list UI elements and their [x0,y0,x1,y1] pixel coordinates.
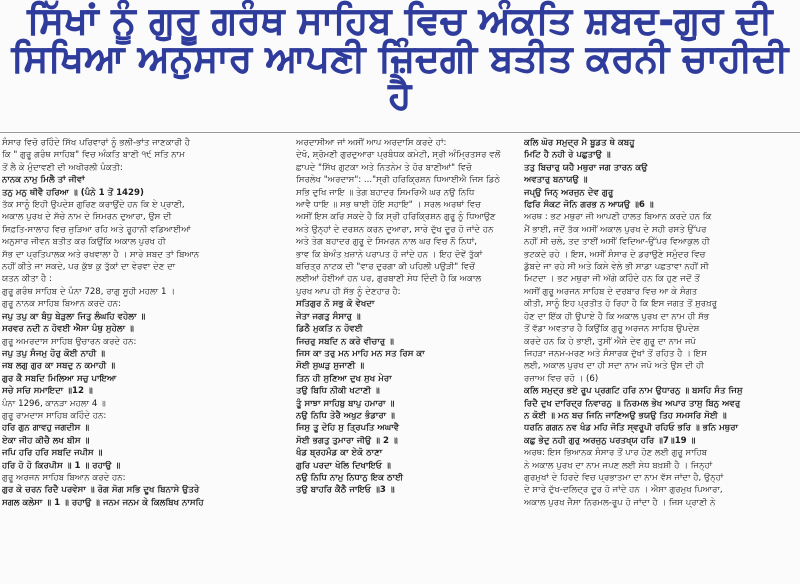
article-text-line: ਗੁਰੂ ਗਰੰਥ ਸਾਹਿਬ ਦੇ ਪੰਨਾ 728, ਰਾਗੁ ਸੂਹੀ ਮਹਲਾ 1 । [2,286,175,297]
article-text-line: ਨਹੀਂ ਕੀਤੇ ਜਾ ਸਕਦੇ, ਪਰ ਕੁੱਝ ਕੁ ਤੁੱਕਾਂ ਦਾ ਵੇਰਵਾ ਦੇਣ ਦਾ [2,262,176,273]
article-text-line: ਤੋਂ ਲੈ ਕੇ ਮੁੰਦਾਵਣੀ ਦੀ ਅਖੀਰਲੀ ਪੰਕਤੀ: [2,162,123,173]
article-text-line: ਕਰਦੇ ਹਨ ਕਿ ਹੇ ਭਾਈ, ਤੁਸੀਂ ਐਸੇ ਦੇਵ ਗੁਰੂ ਦਾ ਨਾਮ ਜਪੋ [524,336,696,347]
gurbani-verse-line: ਸਗਲ ਕਲੇਸਾ ॥ 1 ॥ ਰਹਾਉ ॥ ਜਨਮ ਜਨਮ ਕੇ ਕਿਲਬਿਖ ਨਾਸਹਿ [2,497,204,508]
article-text-line: ਨਹੀਂ ਸੀ ਚਲੇ, ਤਦ ਤਾਈਂ ਅਸੀਂ ਵਿਦਿਆ-ਉੱਪਰ ਵਿਆਕੁਲ ਹੀ [524,237,710,248]
gurbani-verse-line: ਜਪਿ ਹਰਿ ਹਰਿ ਸਬਦਿ ਜਪੀਸ ॥ [2,448,103,459]
gurbani-verse-line: ਰਿਦੈ ਦੁਖ ਦਾਰਿਦ੍ਰ ਨਿਵਾਰਨੁ ॥ ਨਿਰਮਲ ਭੇਖ ਅਪਾਰ ਤਾਸੁ ਬਿਨੁ ਅਵਰੁ [524,398,741,409]
gurbani-verse-line: ਸੋਈ ਭਗਤੁ ਤੁਮਾਰਾ ਜੀਉ ॥ 2 ॥ [296,435,398,446]
gurbani-verse-line: ਅਵਤਾਰੁ ਬਨਾਯਉ ॥ [524,175,588,186]
article-text-line: ਤੋਂ ਵੱਡਾ ਅਵਤਾਰ ਹੈ ਕਿਉਂਕਿ ਗੁਰੂ ਅਰਜਨ ਸਾਹਿਬ ਉਪਦੇਸ਼ [524,324,700,335]
article-text-line: ਅਤੇ ਉਨ੍ਹਾਂ ਦੇ ਦਰਸ਼ਨ ਕਰਨ ਦੁਆਰਾ, ਸਾਰੇ ਦੁੱਖ ਦੂਰ ਹੋ ਜਾਂਦੇ ਹਨ [296,224,494,235]
gurbani-verse-line: ਫਿਰਿ ਸੰਕਟ ਜੋਨਿ ਗਰਭ ਨ ਆਯਉ ॥6 ॥ [524,200,654,211]
gurbani-verse-line: ਧਰਨਿ ਗਗਨ ਨਵ ਖੰਡ ਮਹਿ ਜੋਤਿ ਸ੍ਵਰੂਪੀ ਰਹਿਓ ਭਰਿ ॥ ਭਨਿ ਮਥੁਰਾ [524,423,739,434]
gurbani-verse-line: ਕਛੁ ਭੇਦੁ ਨਹੀ ਗੁਰੁ ਅਰਜੁਨੁ ਪਰਤਖ੍ਯ ਹਰਿ ॥7॥19 ॥ [524,435,696,446]
gurbani-verse-line: ਨ ਕੋਈ ॥ ਮਨ ਬਚ ਜਿਨਿ ਜਾਣਿਅਉ ਭਯਉ ਤਿਹ ਸਮਸਰਿ ਸੋਈ ॥ [524,410,727,421]
article-text-line: ਗੁਰੂ ਰਾਮਦਾਸ ਸਾਹਿਬ ਕਹਿੰਦੇ ਹਨ: [2,410,107,421]
gurbani-verse-line: ਸਤਿਗੁਰ ਨੋ ਸਭੁ ਕੋ ਵੇਖਦਾ [296,299,375,310]
article-text-line: ਅਰਥ : ਭਟ ਮਥੁਰਾ ਜੀ ਆਪਣੀ ਹਾਲਤ ਬਿਆਨ ਕਰਦੇ ਹਨ ਕਿ [524,212,712,223]
article-text-line: ਲਈ, ਅਕਾਲ ਪੁਰਖ ਦਾ ਹੀ ਸਦਾ ਨਾਮ ਜਪੋ ਅਤੇ ਉਸ ਦੀ ਹੀ [524,361,704,372]
gurbani-verse-line: ਸਚੇ ਸਚਿ ਸਮਾਇਦਾ ॥12 ॥ [2,386,93,397]
gurbani-verse-line: ਕਲਿ ਸਮੁਦ੍ਰ ਭਏ ਰੂਪ ਪ੍ਰਗਟਿ ਹਰਿ ਨਾਮ ਉਧਾਰਨੁ ॥ ਬਸਹਿ ਸੰਤ ਜਿਸੁ [524,386,743,397]
gurbani-verse-line: ਜਬ ਲਗੁ ਗੁਰ ਕਾ ਸਬਦੁ ਨ ਕਮਾਹੀ ॥ [2,361,116,372]
article-text-line: ਰਜ਼ਾਅ ਵਿਚ ਰਹੋ । (6) [524,373,599,384]
gurbani-verse-line: ਸੋਈ ਸੁਘੜੁ ਸੁਜਾਣੀ ॥ [296,361,365,372]
gurbani-verse-line: ਤਨੁ ਮਨੁ ਥੀਵੈ ਹਰਿਆ ॥ (ਪੰਨੇ 1 ਤੋਂ 1429) [2,187,144,198]
article-text-line: ਪੰਨਾ 1296, ਕਾਨੜਾ ਮਹਲਾ 4 ॥ [2,398,106,409]
gurbani-verse-line: ਏਕਾ ਜੀਹ ਕੀਚੈ ਲਖ ਬੀਸ ॥ [2,435,90,446]
article-text-line: ਸਭਿ ਦੁਖਿ ਜਾਇ ॥ ਤੇਗ ਬਹਾਦਰ ਸਿਮਰਿਐ ਘਰ ਨਉ ਨਿਧਿ [296,187,475,198]
article-text-line: ਭਾਵ ਕਿ ਬੇਅੰਤ ਖ਼ਜ਼ਾਨੇ ਪਰਾਪਤ ਹੋ ਜਾਂਦੇ ਹਨ । ਇਹ ਦੋਵੇਂ ਤੁੱਕਾਂ [296,249,483,260]
article-text-line: ਪੁਰਖ ਆਪ ਹੀ ਸੱਭ ਨੂੰ ਦੇਣਹਾਰ ਹੈ: [296,286,401,297]
gurbani-verse-line: ਨਉ ਨਿਧਿ ਤੇਰੈ ਅਖੁਟ ਭੰਡਾਰਾ ॥ [296,410,395,421]
gurbani-verse-line: ਤਉ ਬਾਹਰਿ ਕੈਠੈ ਜਾਇਓ ॥3 ॥ [296,485,395,496]
article-text-line: ਕਿ " ਗੁਰੂ ਗਰੰਥ ਸਾਹਿਬ" ਵਿਚ ਅੰਕਤਿ ਬਾਣੀ ੧੯ ਸਤਿ ਨਾਮ [2,150,185,161]
gurbani-verse-line: ਨਉ ਨਿਧਿ ਨਾਮੁ ਨਿਧਾਨੁ ਇਕ ਠਾਈ [296,472,404,483]
article-text-line: ਡੁੱਬਦੇ ਜਾ ਰਹੇ ਸੀ ਅਤੇ ਕਿਸੇ ਵੇਲੇ ਭੀ ਸਾਡਾ ਪਛਤਾਵਾ ਨਹੀਂ ਸੀ [524,262,709,273]
article-text-line: ਭਟਕਦੇ ਰਹੇ । ਇਸ, ਅਸੀਂ ਸੰਸਾਰ ਦੇ ਡਰਾਉਣੇ ਸਮੁੰਦਰ ਵਿਚ [524,249,706,260]
gurbani-verse-line: ਤੂੰ ਸਾਝਾ ਸਾਹਿਬੁ ਬਾਪੁ ਹਮਾਰਾ ॥ [296,398,395,409]
article-text-line: ਦੇ ਸਾਰੇ ਦੁੱਖ-ਦਲਿਦ੍ਰ ਦੂਰ ਹੋ ਜਾਂਦੇ ਹਨ । ਐਸਾ ਗੁਰਮੁਖ ਪਿਆਰਾ, [524,485,723,496]
article-text-line: ਅਕਾਲ ਪੁਰਖ ਜੈਸਾ ਨਿਰਮਲ-ਰੂਪ ਹੋ ਜਾਂਦਾ ਹੈ । ਜਿਸ ਪ੍ਰਾਣੀ ਨੇ [524,497,716,508]
article-text-line: ਸਿਰਲੇਖ "ਅਰਦਾਸ": ..."ਸ੍ਰੀ ਹਰਿਕ੍ਰਿਸ਼ਨ ਧਿਆਈਐ ਜਿਸ ਡਿਠੇ [296,175,501,186]
article-text-line: ਆਵੈ ਧਾਇ ॥ ਸਭ ਥਾਈ ਹੋਇ ਸਹਾਇ" । ਸਰਲ ਅਰਥਾਂ ਵਿਚ [296,200,481,211]
gurbani-verse-line: ਕਲਿ ਘੋਰ ਸਮੁਦ੍ਰ ਮੈ ਬੂਡਤ ਥੇ ਕਬਹੂ [524,138,635,148]
gurbani-verse-line: ਜਿਸ ਕਾ ਤਰੁ ਮਨ ਮਾਹਿ ਮਨ ਸਤ ਰਿਸ ਕਾ [296,348,425,359]
article-text-line: ਮਿਟਦਾ । ਭਟ ਮਥੁਰਾ ਜੀ ਅੱਗੇ ਕਹਿੰਦੇ ਹਨ ਕਿ ਹੁਣ ਜਦੋਂ ਤੋਂ [524,274,700,285]
gurbani-verse-line: ਤਉ ਬਿਧਿ ਨੀਕੀ ਖਟਾਣੀ ॥ [296,386,380,397]
gurbani-verse-line: ਹਰਿ ਗੁਨ ਗਾਵਹੁ ਜਗਦੀਸ ॥ [2,423,90,434]
gurbani-verse-line: ਸਰਵਰ ਨਦੀ ਨ ਹੋਵਈ ਐਸਾ ਪੰਥੁ ਸੁਹੇਲਾ ॥ [2,324,134,335]
gurbani-verse-line: ਗੁਰਿ ਪਰਦਾ ਖੋਲਿ ਦਿਖਾਇਓ ॥ [296,460,391,471]
gurbani-verse-line: ਡਿਠੈ ਮੁਕਤਿ ਨ ਹੋਵਈ [296,324,363,335]
article-text-line: ਗੁਰੂ ਨਾਨਕ ਸਾਹਿਬ ਬਿਆਨ ਕਰਦੇ ਹਨ: [2,299,121,310]
article-text-line: ਤੱਕ ਸਾਨੂੰ ਇਹੀ ਉਪਦੇਸ਼ ਗੁਰਿਣ ਕਰਾਉਂਦੇ ਹਨ ਕਿ ਏ ਪ੍ਰਾਣੀ, [2,200,185,211]
article-column-3 [524,137,796,584]
article-column-1 [2,137,279,584]
gurbani-verse-line: ਗੁਰ ਕੇ ਚਰਨ ਰਿਦੈ ਪਰਵੇਸਾ ॥ ਰੋਗ ਸੋਗ ਸਭਿ ਦੂਖ ਬਿਨਾਸੇ ਉਤਰੇ [2,485,200,496]
article-text-line: ਕੀਤੀ, ਸਾਨੂੰ ਇਹ ਪ੍ਰਤੀਤ ਹੋ ਰਿਹਾ ਹੈ ਕਿ ਇਸ ਜਗਤ ਤੋਂ ਸੁਰਖ਼ਰੂ [524,299,717,310]
article-text-line: ਅਤੇ ਤੇਗ ਬਹਾਦਰ ਗੁਰੂ ਦੇ ਸਿਮਰਨ ਨਾਲ ਘਰ ਵਿਚ ਨੌ ਨਿਧਾਂ, [296,237,478,248]
headline-line-1: ਸਿੱਖਾਂ ਨੂੰ ਗੁਰੂ ਗਰੰਥ ਸਾਹਿਬ ਵਿਚ ਅੰਕਤਿ ਸ਼ਬਦ-ਗੁਰ ਦੀ [27,0,773,42]
gurbani-verse-line: ਤਿਨ ਹੀ ਸੁਣਿਆ ਦੁਖ ਸੁਖ ਮੇਰਾ [296,373,392,384]
gurbani-verse-line: ਹਰਿ ਹੋ ਹੋ ਕਿਰਪੀਸ ॥ 1 ॥ ਰਹਾਉ ॥ [2,460,121,471]
gurbani-verse-line: ਜਪੵਉ ਜਿਨ੍ ਅਰਜੁਨ ਦੇਵ ਗੁਰੂ [524,187,614,198]
article-text-line: ਅਰਦਾਸੀਆ ਜਾਂ ਅਸੀਂ ਆਪ ਅਰਦਾਸਿ ਕਰਦੇ ਹਾਂ: [296,138,447,148]
article-text-line: ਨੇ ਅਕਾਲ ਪੁਰਖ ਦਾ ਨਾਮ ਜਪਣ ਲਈ ਸੇਧ ਬਖ਼ਸ਼ੀ ਹੈ । ਜਿਨ੍ਹਾਂ [524,460,713,471]
article-text-line: ਅਨੁਸਾਰ ਜੀਵਨ ਬਤੀਤ ਕਰ ਕਿਉਂਕਿ ਅਕਾਲ ਪੁਰਖ ਹੀ [2,237,166,248]
article-text-line: ਮੈਂ ਭਾਈ, ਜਦੋਂ ਤੱਕ ਅਸੀਂ ਅਕਾਲ ਪੁਰਖ ਦੇ ਸਹੀ ਰਸਤੇ ਉੱਪਰ [524,224,707,235]
article-text-line: ਜਿਹੜਾ ਜਨਮ-ਮਰਣ ਅਤੇ ਸੰਸਾਰਕ ਦੁੱਖਾਂ ਤੋਂ ਰਹਿਤ ਹੈ । ਇਸ [524,348,707,359]
headline [0,0,800,118]
gurbani-verse-line: ਜਪੁ ਤਪੁ ਕਾ ਬੰਧੁ ਬੇੜੁਲਾ ਜਿਤੁ ਲੰਘਹਿ ਵਹੇਲਾ ॥ [2,311,146,322]
article-column-2 [296,137,514,584]
gurbani-verse-line: ਤਤੁ ਬਿਚਾਰੁ ਯਹੈ ਮਥੁਰਾ ਜਗ ਤਾਰਨ ਕਉ [524,162,648,173]
article-text-line: ਛਾਪਦੇ "ਸਿੱਖ ਗੁਟਕਾ ਅਤੇ ਨਿਤਨੇਮ ਤੇ ਹੋਰ ਬਾਣੀਆਂ" ਵਿਚੋ [296,162,472,173]
headline-line-2: ਸਿਖਿਆ ਅਨੁਸਾਰ ਆਪਣੀ ਜ਼ਿੰਦਗੀ ਬਤੀਤ ਕਰਨੀ ਚਾਹੀਦੀ ਹੈ [11,36,789,118]
gurbani-verse-line: ਗੁਰ ਕੈ ਸਬਦਿ ਮਿਲਿਆ ਸਚੁ ਪਾਇਆ [2,373,117,384]
article-text-line: ਗੁਰਮੁਖਾਂ ਦੇ ਹਿਰਦੇ ਵਿਚ ਪ੍ਰਭਾਤਮਾ ਦਾ ਨਾਮ ਵੱਸ ਜਾਂਦਾ ਹੈ, ਉਨ੍ਹਾਂ [524,472,724,483]
gurbani-verse-line: ਜਿਸੁ ਤੂ ਦੇਹਿ ਸੁ ਤ੍ਰਿਪਤਿ ਅਘਾਵੈ [296,423,400,434]
gurbani-verse-line: ਮਿਟਿ ਹੈ ਨਹੀ ਰੇ ਪਛੁਤਾਉ ॥ [524,150,611,161]
article-text-line: ਅਸੀਂ ਇਸ ਕਰਿ ਸਕਦੇ ਹੈ ਕਿ ਸ੍ਰੀ ਹਰਿਕ੍ਰਿਸ਼ਨ ਗੁਰੂ ਨੂੰ ਧਿਆਉਣ [296,212,496,223]
article-text-line: ਸਿਫ਼ਤਿ-ਸਾਲਾਹ ਵਿਚ ਜੁੜਿਆ ਰਹਿ ਅਤੇ ਰੂਹਾਨੀ ਵਡਿਆਈਆਂ [2,224,191,235]
article-text-line: ਲਈਆਂ ਹੋਈਆਂ ਹਨ ਪਰ, ਗੁਰਬਾਣੀ ਸੇਧ ਦਿੰਦੀ ਹੈ ਕਿ ਅਕਾਲ [296,274,482,285]
gurbani-verse-line: ਜਿਚਰੁ ਸਬਦਿ ਨ ਕਰੇ ਵੀਚਾਰੁ ॥ [296,336,394,347]
headline-divider [0,132,800,133]
gurbani-verse-line: ਨਾਨਕ ਨਾਮੁ ਮਿਲੈ ਤਾਂ ਜੀਵਾਂ [2,175,85,186]
article-text-line: ਯਤਨ ਕੀਤਾ ਹੈ : [2,274,52,285]
article-text-line: ਗੁਰੂ ਅਰਜਨ ਸਾਹਿਬ ਬਿਆਨ ਕਰਦੇ ਹਨ: [2,472,126,483]
article-text-line: ਸੰਸਾਰ ਵਿਚੋ ਰਹਿੰਦੇ ਸਿੱਖ ਪਰਿਵਾਰਾਂ ਨੂੰ ਭਲੀ-ਭਾਂਤ ਜਾਣਕਾਰੀ ਹੈ [2,138,190,148]
gurbani-verse-line: ਜੇਤਾ ਜਗਤੁ ਸੰਸਾਰੁ ॥ [296,311,361,322]
article-text-line: ਅਕਾਲ ਪੁਰਖ ਦੇ ਸੱਚੇ ਨਾਮ ਦੇ ਸਿਮਰਨ ਦੁਆਰਾ, ਉਸ ਦੀ [2,212,172,223]
article-text-line: ਹੋਣ ਦਾ ਇੱਕ ਹੀ ਉਪਾਏ ਹੈ ਕਿ ਅਕਾਲ ਪੁਰਖ ਦਾ ਨਾਮ ਹੀ ਸੱਭ [524,311,710,322]
gurbani-verse-line: ਖੰਡ ਬ੍ਰਹਮੰਡ ਕਾ ਏਕੋ ਠਾਣਾ [296,448,383,459]
article-text-line: ਗੁਰੂ ਅਮਰਦਾਸ ਸਾਹਿਬ ਉਚਾਰਨ ਕਰਦੇ ਹਨ: [2,336,137,347]
article-text-line: ਅਰਥ: ਇਸ ਭਿਆਨਕ ਸੰਸਾਰ ਤੋਂ ਪਾਰ ਹੋਣ ਲਈ ਗੁਰੂ ਸਾਹਿਬ [524,448,708,459]
article-text-line: ਬਚਿਤ੍ਰ ਨਾਟਕ ਦੀ "ਵਾਰ ਦੁਰਗਾ ਕੀ ਪਹਿਲੀ ਪਉੜੀ" ਵਿਚੋਂ [296,262,475,273]
article-text-line: ਅਸੀਂ ਗੁਰੂ ਅਰਜਨ ਸਾਹਿਬ ਦੇ ਦਰਬਾਰ ਵਿਚ ਆ ਕੇ ਸੰਗਤ [524,286,698,297]
gurbani-verse-line: ਜਪੁ ਤਪੁ ਸੰਜਮੁ ਹੋਰੁ ਕੋਈ ਨਾਹੀ ॥ [2,348,106,359]
article-text-line: ਦੇਖੋ, ਸ਼੍ਰੋਮਣੀ ਗੁਰਦੁਆਰਾ ਪ੍ਰਬੰਧਕ ਕਮੇਟੀ, ਸ੍ਰੀ ਅੰਮ੍ਰਿਤਸਰ ਵਲੋਂ [296,150,501,161]
article-text-line: ਸੱਭ ਦਾ ਪ੍ਰਤਿਪਾਲਕ ਅਤੇ ਰਖਵਾਲਾ ਹੈ । ਸਾਰੇ ਸ਼ਬਦ ਤਾਂ ਬਿਆਨ [2,249,200,260]
